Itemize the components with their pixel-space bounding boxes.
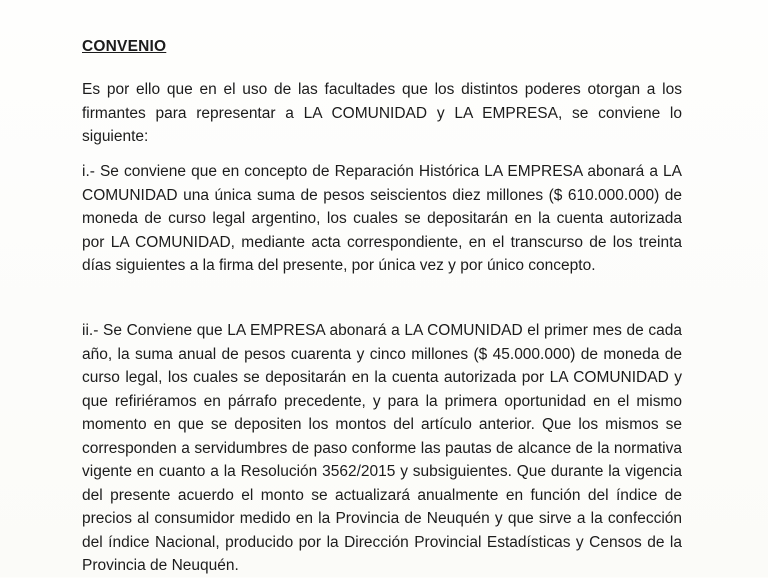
section-heading: CONVENIO bbox=[82, 38, 167, 55]
intro-paragraph: Es por ello que en el uso de las facultades que los distintos poderes otorgan a los firmantes para representar a LA COMUNIDAD y LA EMPRESA, se conviene lo siguiente: bbox=[82, 81, 682, 145]
clause-i-paragraph: i.- Se conviene que en concepto de Reparación Histórica LA EMPRESA abonará a LA COMUNIDAD una única suma de pesos seiscientos diez millones ($ 610.000.000) de moneda de curso legal argentino, los cuales se depositarán en la cuenta autorizada por LA COMUNIDAD, mediante acta correspondiente, en el transcurso de los treinta días siguientes a la firma del presente, por única vez y por único concepto. bbox=[82, 163, 682, 274]
clause-ii-paragraph: ii.- Se Conviene que LA EMPRESA abonará a LA COMUNIDAD el primer mes de cada año, la suma anual de pesos cuarenta y cinco millones ($ 45.000.000) de moneda de curso legal, los cuales se depositarán en la cuenta autorizada por LA COMUNIDAD y que refiriéramos en párrafo precedente, y para la primera oportunidad en el mismo momento en que se depositen los montos del artículo anterior. Que los mismos se corresponden a servidumbres de paso conforme las pautas de alcance de la normativa vigente en cuanto a la Resolución 3562/2015 y subsiguientes. Que durante la vigencia del presente acuerdo el monto se actualizará anualmente en función del índice de precios al consumidor medido en la Provincia de Neuquén y que sirve a la confección del índice Nacional, producido por la Dirección Provincial Estadísticas y Censos de la Provincia de Neuquén. bbox=[82, 322, 682, 574]
